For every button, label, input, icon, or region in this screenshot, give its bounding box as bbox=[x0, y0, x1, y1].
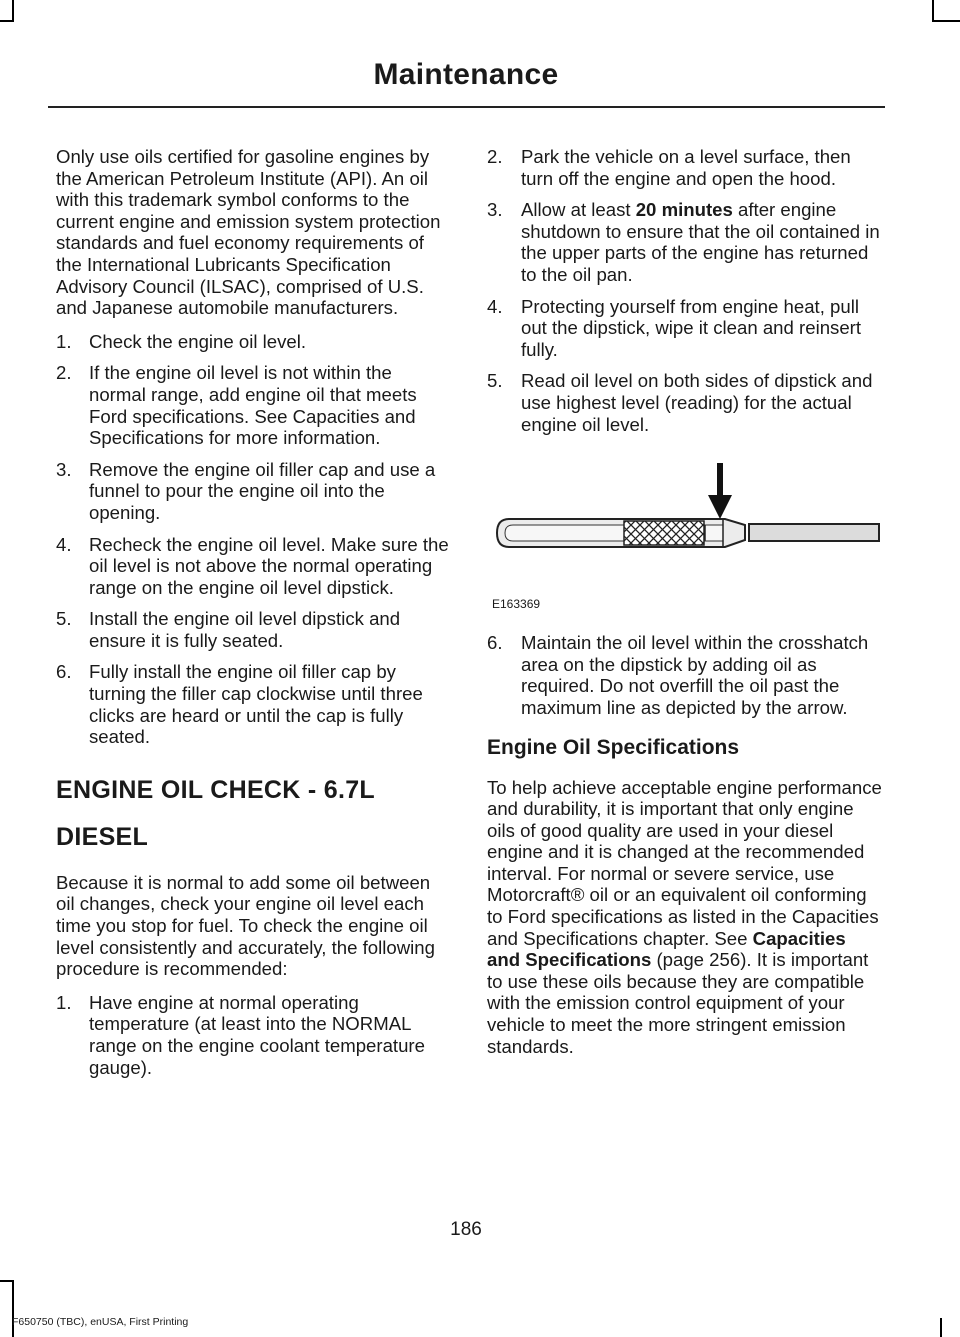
list-item: 6. Maintain the oil level within the crosshatch area on the dipstick by adding oil as required. Do not overfill the oil past the maximum line as depicted by the arrow. bbox=[487, 632, 869, 718]
dipstick-illustration bbox=[487, 453, 882, 618]
page-title: Maintenance bbox=[373, 58, 559, 91]
page-number: 186 bbox=[450, 1219, 482, 1240]
document-info: F650750 (TBC), enUSA, First Printing bbox=[12, 1316, 189, 1328]
list-item: 4. Protecting yourself from engine heat, pull out the dipstick, wipe it clean and reinsert fully. bbox=[487, 295, 862, 360]
section-intro: Because it is normal to add some oil between oil changes, check your engine oil level each time you stop for fuel. To check the engine oil level consistently and accurately, the following procedure is recommended: bbox=[56, 871, 435, 980]
crop-mark bbox=[0, 1280, 14, 1282]
crop-mark bbox=[0, 20, 14, 22]
right-column bbox=[487, 146, 882, 1069]
list-item: 3. Allow at least 20 minutes after engine shutdown to ensure that the oil contained in the upper parts of the engine has returned to the oil pan. bbox=[487, 199, 880, 285]
subsection-heading: Engine Oil Specifications bbox=[487, 735, 740, 759]
list-item: 5. Read oil level on both sides of dipstick and use highest level (reading) for the actual engine oil level. bbox=[487, 370, 873, 435]
crop-mark bbox=[932, 20, 960, 22]
figure-id: E163369 bbox=[492, 596, 541, 611]
left-column bbox=[56, 146, 451, 1090]
diesel-check-steps-continued bbox=[487, 146, 882, 435]
list-item: 3. Remove the engine oil filler cap and use a funnel to pour the engine oil into the opening. bbox=[56, 458, 436, 523]
header-divider bbox=[48, 106, 885, 108]
list-item: 4. Recheck the engine oil level. Make sure the oil level is not above the normal operating range on the engine oil level dipstick. bbox=[56, 533, 449, 598]
list-item: 1. Have engine at normal operating temperature (at least into the NORMAL range on the engine coolant temperature gauge). bbox=[56, 991, 425, 1078]
crop-mark bbox=[12, 0, 14, 22]
list-item: 6. Fully install the engine oil filler cap by turning the filler cap clockwise until three clicks are heard or until the cap is fully seated. bbox=[56, 661, 423, 748]
list-item: 2. If the engine oil level is not within the normal range, add engine oil that meets Ford specifications. See Capacities and Specifications for more information. bbox=[56, 362, 417, 449]
list-item: 5. Install the engine oil level dipstick and ensure it is fully seated. bbox=[56, 608, 401, 651]
spec-paragraph: To help achieve acceptable engine performance and durability, it is important that only engine oils of good quality are used in your diesel engine and it is changed at the recommended interval. For normal or severe service, use Motorcraft® oil or an equivalent oil conforming to Ford specifications as listed in the Capacities and Specifications chapter. See Capacities and Specifications (page 256). It is important to use these oils because they are compatible with the emission control equipment of your vehicle to meet the more stringent emission standards. bbox=[487, 776, 882, 1057]
section-heading: ENGINE OIL CHECK - 6.7L DIESEL bbox=[56, 775, 375, 851]
list-item: 1. Check the engine oil level. bbox=[56, 330, 307, 352]
oil-add-steps bbox=[56, 331, 451, 748]
diesel-check-steps-final bbox=[487, 632, 882, 718]
intro-paragraph: Only use oils certified for gasoline engines by the American Petroleum Institute (API). An oil with this trademark symbol conforms to the current engine and emission system protection standards and fuel economy requirements of the International Lubricants Specification Advisory Council (ILSAC), comprised of U.S. and Japanese automobile manufacturers. bbox=[56, 146, 441, 319]
cross-reference-link[interactable]: Capacities and Specifications bbox=[487, 927, 846, 971]
diesel-check-steps bbox=[56, 992, 451, 1078]
list-item: 2. Park the vehicle on a level surface, then turn off the engine and open the hood. bbox=[487, 146, 851, 189]
dipstick-figure bbox=[487, 453, 882, 618]
crop-mark bbox=[932, 0, 934, 22]
crop-mark bbox=[12, 1280, 14, 1337]
crop-mark bbox=[940, 1318, 942, 1337]
